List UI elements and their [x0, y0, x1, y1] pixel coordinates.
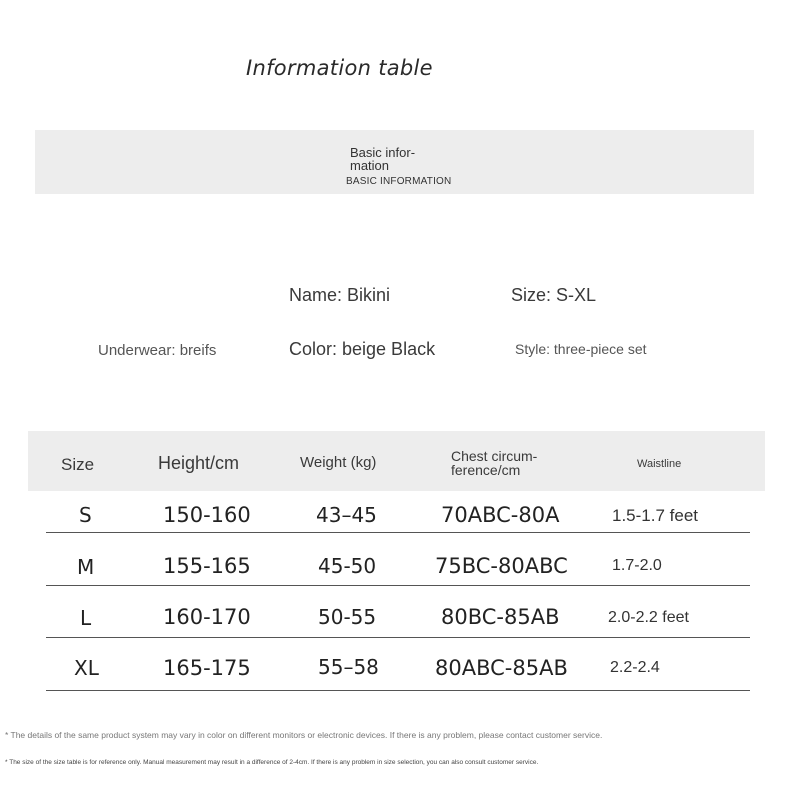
table-row-s-height: 150-160: [163, 503, 251, 527]
table-row-xl-waist: 2.2-2.4: [610, 659, 660, 676]
table-row-s-weight: 43–45: [316, 503, 377, 527]
table-row-xl-weight: 55–58: [318, 655, 379, 679]
header-size: Size: [61, 455, 95, 474]
row-divider: [46, 637, 750, 638]
table-row-s-size: S: [79, 503, 92, 527]
header-height: Height/cm: [158, 453, 240, 473]
product-size-range: Size: S-XL: [511, 285, 597, 305]
product-name: Name: Bikini: [289, 285, 391, 305]
table-row-m-waist: 1.7-2.0: [612, 557, 662, 574]
basic-info-subtitle: BASIC INFORMATION: [346, 176, 452, 187]
table-row-l-size: L: [80, 606, 92, 630]
table-row-l-height: 160-170: [163, 605, 251, 629]
table-row-l-chest: 80BC-85AB: [441, 605, 560, 629]
disclaimer-size: * The size of the size table is for reference only. Manual measurement may result in a difference of 2-4cm. If there is any problem in size selection, you can also consult customer service.: [5, 759, 539, 766]
product-color: Color: beige Black: [289, 339, 436, 359]
header-chest: Chest circum-ference/cm: [451, 448, 538, 478]
table-row-l-waist: 2.0-2.2 feet: [608, 609, 689, 626]
table-row-xl-chest: 80ABC-85AB: [435, 656, 568, 680]
table-row-m-size: M: [77, 555, 95, 579]
disclaimer-color: * The details of the same product system may vary in color on different monitors or electronic devices. If there is any problem, please contact customer service.: [5, 730, 603, 740]
header-weight: Weight (kg): [300, 454, 377, 471]
table-row-l-weight: 50-55: [318, 605, 377, 629]
product-style: Style: three-piece set: [515, 341, 647, 357]
table-row-m-weight: 45-50: [318, 554, 377, 578]
table-row-m-height: 155-165: [163, 554, 251, 578]
row-divider: [46, 532, 750, 533]
row-divider: [46, 690, 750, 691]
product-underwear: Underwear: breifs: [98, 342, 217, 359]
table-row-s-waist: 1.5-1.7 feet: [612, 506, 699, 525]
table-row-s-chest: 70ABC-80A: [441, 503, 560, 527]
table-row-xl-size: XL: [74, 656, 99, 680]
basic-info-label: Basic infor-mation: [350, 145, 416, 173]
row-divider: [46, 585, 750, 586]
page-title: Information table: [246, 56, 433, 80]
table-row-m-chest: 75BC-80ABC: [435, 554, 568, 578]
header-waistline: Waistline: [637, 458, 682, 470]
table-row-xl-height: 165-175: [163, 656, 251, 680]
